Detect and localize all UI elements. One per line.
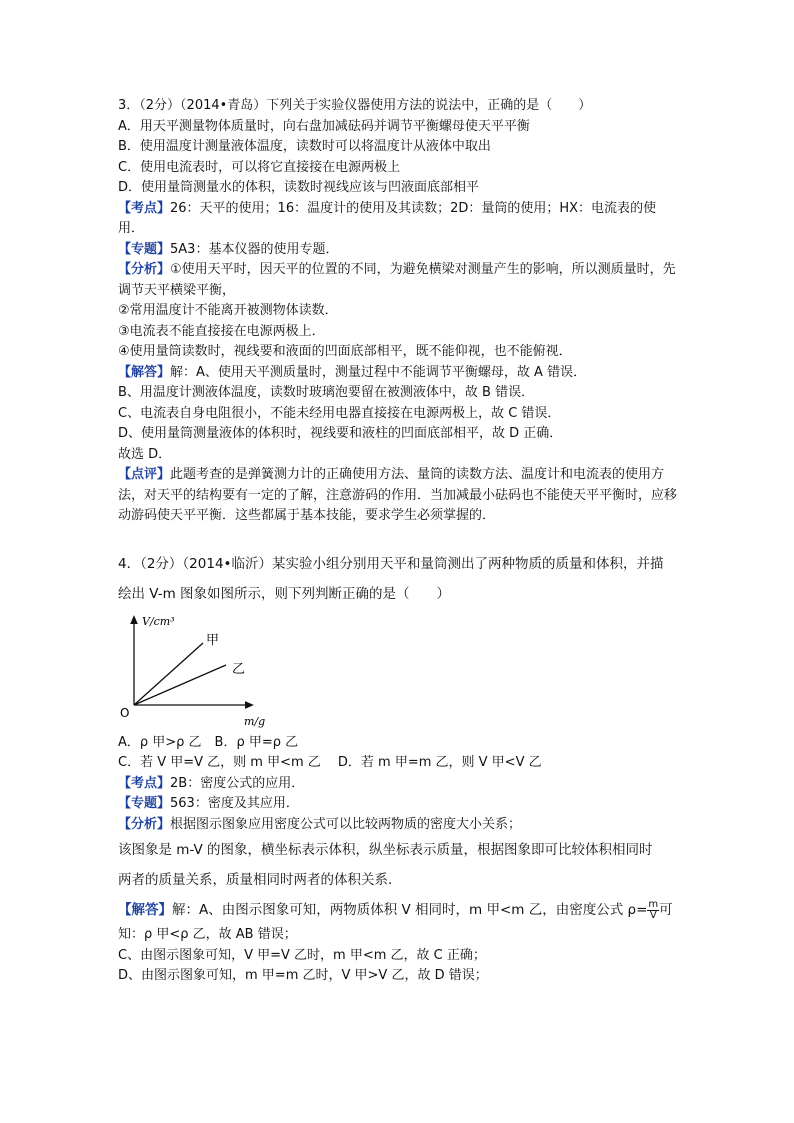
dianping-tag: 【点评】 xyxy=(118,467,171,482)
line-jia xyxy=(134,643,203,705)
kaodian-text: 26：天平的使用；16：温度计的使用及其读数；2D：量筒的使用；HX：电流表的使用． xyxy=(118,200,657,236)
q4-jieda-1 xyxy=(118,895,678,925)
y-axis-label: V/cm³ xyxy=(142,614,175,628)
q4-option-cd: C．若 V 甲=V 乙，则 m 甲<m 乙 D．若 m 甲=m 乙，则 V 甲<V 乙 xyxy=(118,755,542,770)
q3-option-d: D．使用量筒测量水的体积，读数时视线应该与凹液面底部相平 xyxy=(118,180,480,195)
zhuanti-tag: 【专题】 xyxy=(118,241,171,257)
q4-option-ab: A．ρ 甲>ρ 乙 B．ρ 甲=ρ 乙 xyxy=(118,734,299,750)
q3-jieda-3: C、电流表自身电阻很小，不能未经用电器直接接在电源两极上，故 C 错误． xyxy=(118,405,561,421)
zhuanti-text: 563：密度及其应用． xyxy=(170,796,299,811)
line-jia-label: 甲 xyxy=(206,632,220,648)
q4-jieda-3: C、由图示图象可知，V 甲=V 乙时，m 甲<m 乙，故 C 正确； xyxy=(118,947,486,963)
v-m-graph-svg xyxy=(118,613,298,733)
v-m-graph xyxy=(118,613,298,733)
q4-fenxi xyxy=(118,815,678,836)
q3-option-a: A．用天平测量物体质量时，向右盘加减砝码并调节平衡螺母使天平平衡 xyxy=(118,118,530,134)
line-yi xyxy=(134,665,226,705)
q4-zhuanti xyxy=(118,794,678,815)
kaodian-text: 2B：密度公式的应用． xyxy=(170,775,305,791)
q3-option-c: C．使用电流表时，可以将它直接接在电源两极上 xyxy=(118,159,401,175)
fenxi-text: ①使用天平时，因天平的位置的不同，为避免横梁对测量产生的影响，所以测质量时，先调节天平横梁平衡， xyxy=(118,262,676,298)
jieda-tag: 【解答】 xyxy=(118,364,171,380)
q4-jieda-4: D、由图示图象可知，m 甲=m 乙时，V 甲>V 乙，故 D 错误； xyxy=(118,968,488,983)
q3-jieda-4: D、使用量筒测量液体的体积时，视线要和液柱的凹面底部相平，故 D 正确． xyxy=(118,426,563,441)
q3-fenxi-2: ②常用温度计不能离开被测物体读数． xyxy=(118,303,338,318)
origin-label: O xyxy=(120,705,130,720)
q4-para-1: 该图象是 m-V 的图象，横坐标表示体积，纵坐标表示质量，根据图象即可比较体积相同时 xyxy=(118,842,653,858)
q3-option-b: B．使用温度计测量液体温度，读数时可以将温度计从液体中取出 xyxy=(118,139,491,154)
kaodian-tag: 【考点】 xyxy=(118,200,171,216)
fenxi-tag: 【分析】 xyxy=(118,816,171,832)
zhuanti-tag: 【专题】 xyxy=(118,796,171,811)
q3-kaodian xyxy=(118,199,678,240)
q3-fenxi-1 xyxy=(118,260,678,301)
q3-jieda-2: B、用温度计测液体温度，读数时玻璃泡要留在被测液体中，故 B 错误． xyxy=(118,385,535,400)
q4-header-1: 4．（2分）（2014•临沂）某实验小组分别用天平和量筒测出了两种物质的质量和体积，并描 xyxy=(118,555,664,572)
q3-dianping xyxy=(118,465,678,527)
document-page xyxy=(118,96,678,987)
kaodian-tag: 【考点】 xyxy=(118,775,171,791)
jieda-end: 可 xyxy=(659,902,673,918)
fenxi-tag: 【分析】 xyxy=(118,262,171,277)
zhuanti-text: 5A3：基本仪器的使用专题． xyxy=(170,241,339,257)
jieda-text: 解：A、由图示图象可知，两物质体积 V 相同时，m 甲<m 乙，由密度公式 ρ= xyxy=(172,902,648,918)
dianping-text: 此题考查的是弹簧测力计的正确使用方法、量筒的读数方法、温度计和电流表的使用方法，对天平的结构要有一定的了解，注意游码的作用．当加减最小砝码也不能使天平平衡时，应移动游码使天平平衡．这些都属于基本技能，要求学生必须掌握的． xyxy=(118,467,678,523)
line-yi-label: 乙 xyxy=(232,661,246,677)
jieda-text: 解：A、使用天平测质量时，测量过程中不能调节平衡螺母，故 A 错误． xyxy=(170,364,587,380)
q4-para-2: 两者的质量关系，质量相同时两者的体积关系． xyxy=(118,872,402,888)
fraction-denominator: V xyxy=(649,909,657,921)
fenxi-text: 根据图示图象应用密度公式可以比较两物质的密度大小关系； xyxy=(170,816,522,832)
q4-jieda-2: 知：ρ 甲<ρ 乙，故 AB 错误； xyxy=(118,927,297,942)
q3-zhuanti xyxy=(118,240,678,261)
q3-jieda-1 xyxy=(118,363,678,384)
fraction-numerator: m xyxy=(648,898,659,910)
q4-kaodian xyxy=(118,774,678,795)
q3-fenxi-4: ④使用量筒读数时，视线要和液面的凹面底部相平，既不能仰视，也不能俯视． xyxy=(118,344,572,359)
q4-header-2: 绘出 V-m 图象如图所示，则下列判断正确的是（ ） xyxy=(118,585,451,602)
q3-header: 3．（2分）（2014•青岛）下列关于实验仪器使用方法的说法中，正确的是（ ） xyxy=(118,98,592,113)
q3-jieda-5: 故选 D． xyxy=(118,446,172,462)
density-fraction xyxy=(647,900,659,921)
jieda-tag: 【解答】 xyxy=(118,902,172,918)
x-axis-label: m/g xyxy=(244,714,266,728)
q3-fenxi-3: ③电流表不能直接接在电源两极上． xyxy=(118,323,325,339)
